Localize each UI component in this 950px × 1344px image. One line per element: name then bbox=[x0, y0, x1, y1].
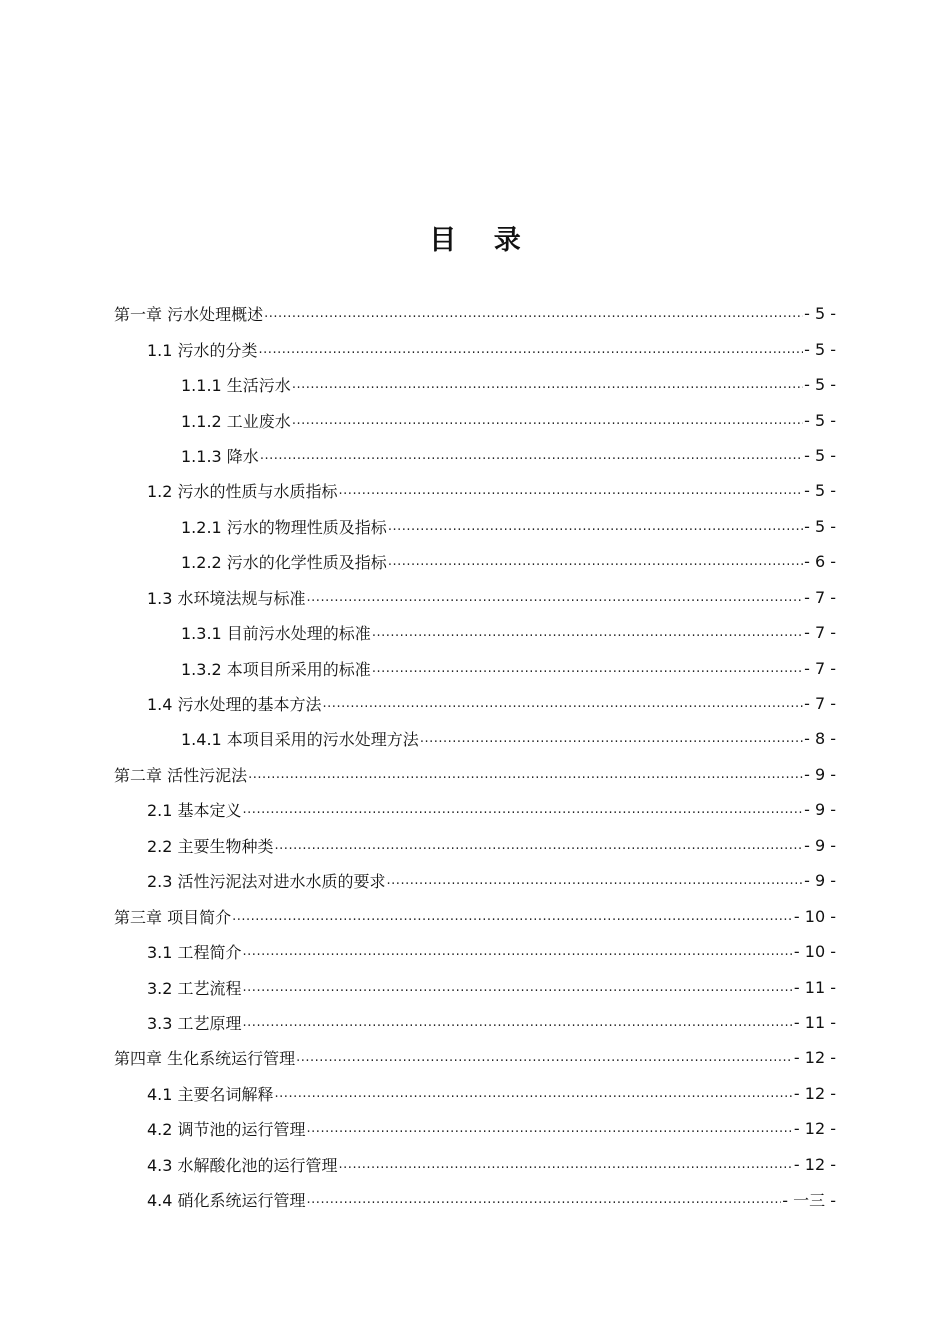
toc-entry-text: 4.1 主要名词解释 bbox=[147, 1084, 274, 1104]
dot-leader bbox=[232, 909, 793, 924]
toc-entry-text: 1.4 污水处理的基本方法 bbox=[147, 695, 322, 715]
toc-page-number: - 6 - bbox=[804, 552, 836, 572]
toc-page-number: - 5 - bbox=[804, 481, 836, 501]
toc-entry-text: 1.3 水环境法规与标准 bbox=[147, 588, 306, 608]
toc-page-number: - 一三 - bbox=[782, 1191, 836, 1211]
toc-entry[interactable] bbox=[114, 615, 836, 650]
dot-leader bbox=[387, 873, 804, 888]
toc-entry[interactable] bbox=[114, 1182, 836, 1217]
dot-leader bbox=[307, 590, 804, 605]
toc-entry[interactable] bbox=[114, 828, 836, 863]
toc-page-number: - 8 - bbox=[804, 729, 836, 749]
toc-entry-text: 第二章 活性污泥法 bbox=[114, 765, 248, 785]
toc-entry[interactable] bbox=[114, 367, 836, 402]
toc-page-number: - 5 - bbox=[804, 516, 836, 536]
toc-entry-text: 1.1.2 工业废水 bbox=[181, 411, 291, 431]
toc-entry-text: 1.1 污水的分类 bbox=[147, 340, 258, 360]
dot-leader bbox=[420, 731, 803, 746]
toc-entry[interactable] bbox=[114, 438, 836, 473]
toc-entry-text: 1.3.2 本项目所采用的标准 bbox=[181, 659, 371, 679]
toc-entry-text: 2.3 活性污泥法对进水水质的要求 bbox=[147, 872, 386, 892]
dot-leader bbox=[307, 1121, 793, 1136]
toc-page-number: - 12 - bbox=[793, 1048, 836, 1068]
toc-entry-text: 2.2 主要生物种类 bbox=[147, 836, 274, 856]
toc-entry[interactable] bbox=[114, 1076, 836, 1111]
toc-entry-text: 3.3 工艺原理 bbox=[147, 1013, 242, 1033]
toc-entry-text: 1.1.3 降水 bbox=[181, 446, 259, 466]
toc-entry[interactable] bbox=[114, 1040, 836, 1075]
toc-entry[interactable] bbox=[114, 402, 836, 437]
dot-leader bbox=[243, 1015, 793, 1030]
toc-page-number: - 10 - bbox=[793, 906, 836, 926]
dot-leader bbox=[372, 661, 803, 676]
toc-page-number: - 7 - bbox=[804, 587, 836, 607]
toc-page-number: - 9 - bbox=[804, 835, 836, 855]
toc-entry-text: 4.4 硝化系统运行管理 bbox=[147, 1191, 306, 1211]
toc-entry[interactable] bbox=[114, 969, 836, 1004]
dot-leader bbox=[296, 1050, 793, 1065]
toc-entry[interactable] bbox=[114, 580, 836, 615]
toc-page-number: - 7 - bbox=[804, 623, 836, 643]
toc-entry[interactable] bbox=[114, 544, 836, 579]
toc-entry[interactable] bbox=[114, 509, 836, 544]
toc-entry-text: 1.1.1 生活污水 bbox=[181, 376, 291, 396]
dot-leader bbox=[388, 554, 803, 569]
toc-page-number: - 9 - bbox=[804, 871, 836, 891]
dot-leader bbox=[292, 413, 803, 428]
toc-entry[interactable] bbox=[114, 863, 836, 898]
toc-entry[interactable] bbox=[114, 1005, 836, 1040]
toc-page-number: - 12 - bbox=[793, 1119, 836, 1139]
toc-entry-text: 1.2.1 污水的物理性质及指标 bbox=[181, 517, 387, 537]
toc-page-number: - 12 - bbox=[793, 1083, 836, 1103]
toc-page-number: - 7 - bbox=[804, 658, 836, 678]
toc-entry-text: 4.2 调节池的运行管理 bbox=[147, 1120, 306, 1140]
dot-leader bbox=[339, 483, 804, 498]
toc-entry[interactable] bbox=[114, 792, 836, 827]
toc-entry-text: 2.1 基本定义 bbox=[147, 801, 242, 821]
dot-leader bbox=[259, 342, 804, 357]
toc-page-number: - 5 - bbox=[804, 375, 836, 395]
dot-leader bbox=[243, 980, 793, 995]
toc-entry-text: 3.1 工程简介 bbox=[147, 943, 242, 963]
toc-entry[interactable] bbox=[114, 721, 836, 756]
dot-leader bbox=[323, 696, 804, 711]
toc-entry-text: 第三章 项目简介 bbox=[114, 907, 232, 927]
dot-leader bbox=[388, 519, 803, 534]
toc-page-number: - 5 - bbox=[804, 304, 836, 324]
toc-entry[interactable] bbox=[114, 1111, 836, 1146]
dot-leader bbox=[307, 1192, 782, 1207]
dot-leader bbox=[264, 306, 803, 321]
toc-page-number: - 9 - bbox=[804, 800, 836, 820]
toc-entry-text: 1.3.1 目前污水处理的标准 bbox=[181, 624, 371, 644]
toc-entry[interactable] bbox=[114, 473, 836, 508]
dot-leader bbox=[243, 802, 804, 817]
dot-leader bbox=[339, 1157, 793, 1172]
toc-entry[interactable] bbox=[114, 331, 836, 366]
toc-page-number: - 12 - bbox=[793, 1154, 836, 1174]
toc-title: 目 录 bbox=[429, 225, 535, 256]
dot-leader bbox=[372, 625, 803, 640]
toc-entry-text: 1.2 污水的性质与水质指标 bbox=[147, 482, 338, 502]
toc-entry[interactable] bbox=[114, 296, 836, 331]
toc-page-number: - 9 - bbox=[804, 764, 836, 784]
toc-entry-text: 1.4.1 本项目采用的污水处理方法 bbox=[181, 730, 419, 750]
dot-leader bbox=[260, 448, 803, 463]
table-of-contents bbox=[114, 296, 836, 1217]
toc-entry[interactable] bbox=[114, 934, 836, 969]
toc-entry[interactable] bbox=[114, 650, 836, 685]
toc-page-number: - 5 - bbox=[804, 445, 836, 465]
toc-page-number: - 5 - bbox=[804, 339, 836, 359]
toc-entry[interactable] bbox=[114, 686, 836, 721]
toc-entry-text: 第四章 生化系统运行管理 bbox=[114, 1049, 296, 1069]
toc-entry-text: 1.2.2 污水的化学性质及指标 bbox=[181, 553, 387, 573]
toc-page-number: - 7 - bbox=[804, 694, 836, 714]
toc-page-number: - 11 - bbox=[793, 1012, 836, 1032]
dot-leader bbox=[292, 377, 803, 392]
toc-page-number: - 10 - bbox=[793, 942, 836, 962]
dot-leader bbox=[275, 1086, 793, 1101]
toc-entry-text: 4.3 水解酸化池的运行管理 bbox=[147, 1155, 338, 1175]
toc-entry[interactable] bbox=[114, 1147, 836, 1182]
dot-leader bbox=[248, 767, 803, 782]
toc-entry-text: 第一章 污水处理概述 bbox=[114, 305, 264, 325]
dot-leader bbox=[243, 944, 793, 959]
toc-entry[interactable] bbox=[114, 898, 836, 933]
dot-leader bbox=[275, 838, 804, 853]
toc-entry-text: 3.2 工艺流程 bbox=[147, 978, 242, 998]
toc-page-number: - 11 - bbox=[793, 977, 836, 997]
toc-entry[interactable] bbox=[114, 757, 836, 792]
toc-page-number: - 5 - bbox=[804, 410, 836, 430]
